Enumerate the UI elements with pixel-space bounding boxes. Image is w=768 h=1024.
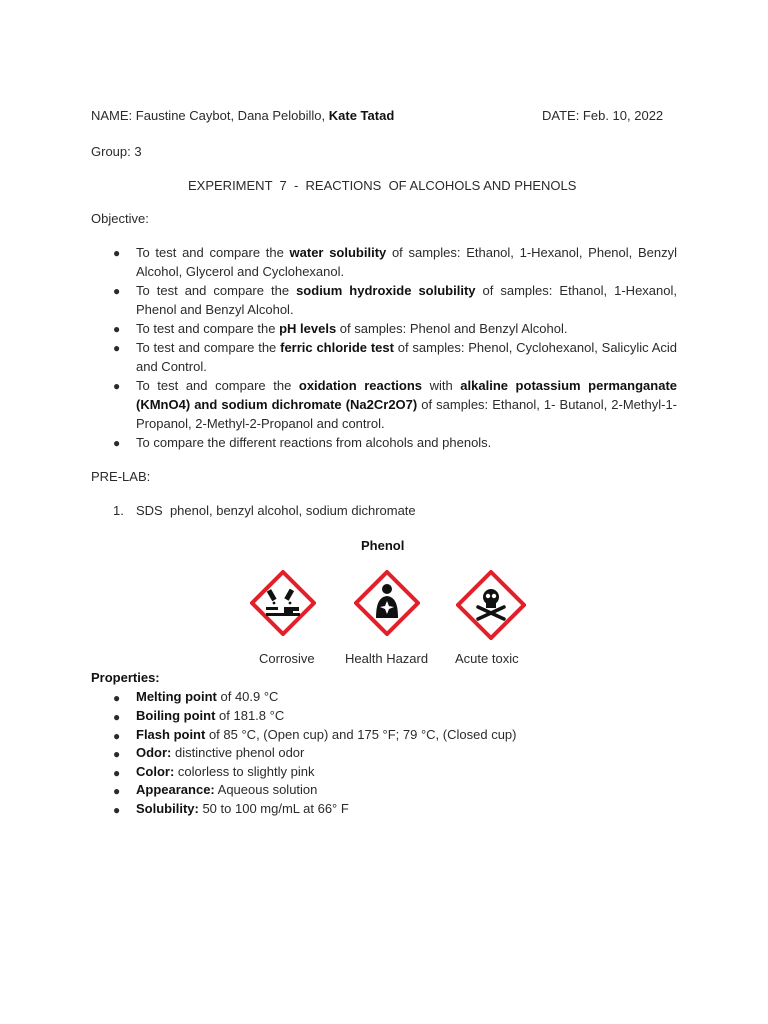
property-item (136, 689, 278, 704)
objective-item-text: of samples: Ethanol, 1-Hexanol, Phenol and Benzyl Alcohol. (136, 283, 677, 317)
objective-item-text: of samples: Phenol, Cyclohexanol, Salicylic Acid and Control. (136, 340, 677, 374)
property-value: 50 to 100 mg/mL at 66° F (198, 801, 349, 816)
property-key: Flash point (136, 727, 206, 742)
objective-item-text: of samples: Phenol and Benzyl Alcohol. (336, 321, 568, 336)
prelab-item-number: 1. (113, 503, 124, 518)
objective-item-text: of samples: Ethanol, 1- Butanol, 2-Methyl-1-Propanol, 2-Methyl-2-Propanol and control. (136, 396, 677, 431)
property-item (136, 727, 516, 742)
property-value: of 181.8 °C (215, 708, 285, 723)
name-line (91, 108, 394, 123)
property-item (136, 708, 284, 723)
objective-item-text: To test and compare the (136, 283, 297, 298)
bullet-dot: ● (113, 784, 121, 798)
property-key: Color: (136, 764, 175, 779)
objective-item-3 (136, 320, 677, 339)
name-label: NAME: (91, 108, 133, 123)
objective-label: Objective: (91, 211, 149, 226)
objective-item-4 (136, 339, 677, 377)
properties-label: Properties: (91, 670, 160, 685)
bullet-dot: ● (113, 436, 121, 450)
property-key: Odor: (136, 745, 172, 760)
objective-item-6 (136, 434, 677, 453)
objective-item-bold: alkaline potassium permanganate (KMnO4) and sodium dichromate (Na2Cr2O7) (136, 378, 678, 412)
prelab-label: PRE-LAB: (91, 469, 151, 484)
objective-item-text: To test and compare the (136, 245, 290, 260)
bullet-dot: ● (113, 729, 121, 743)
property-key: Solubility: (136, 801, 199, 816)
bullet-dot: ● (113, 322, 121, 336)
objective-item-text: To test and compare the (136, 378, 299, 393)
objective-item-text: To test and compare the (136, 321, 280, 336)
objective-item-bold: oxidation reactions (298, 378, 423, 393)
prelab-item-text: SDS phenol, benzyl alcohol, sodium dichromate (136, 503, 416, 518)
health-hazard-icon (354, 570, 420, 636)
bullet-dot: ● (113, 341, 121, 355)
bullet-dot: ● (113, 246, 121, 260)
property-item (136, 745, 304, 760)
objective-item-bold: water solubility (289, 245, 387, 260)
date-text: DATE: Feb. 10, 2022 (542, 108, 664, 123)
name-bold: Kate Tatad (328, 108, 395, 123)
objective-item-bold: pH levels (279, 321, 337, 336)
objective-item-text: To compare the different reactions from alcohols and phenols. (136, 435, 492, 450)
acute-toxic-label: Acute toxic (455, 651, 519, 666)
experiment-title: EXPERIMENT 7 - REACTIONS OF ALCOHOLS AND PHENOLS (188, 178, 577, 193)
property-key: Melting point (136, 689, 217, 704)
phenol-heading: Phenol (361, 538, 405, 553)
names-plain: Faustine Caybot, Dana Pelobillo, (135, 108, 326, 123)
property-item (136, 764, 314, 779)
health-hazard-label: Health Hazard (345, 651, 429, 666)
corrosive-icon (250, 570, 316, 636)
corrosive-label: Corrosive (259, 651, 315, 666)
objective-item-bold: ferric chloride test (280, 340, 394, 355)
property-value: colorless to slightly pink (174, 764, 315, 779)
property-key: Boiling point (136, 708, 216, 723)
property-item (136, 801, 349, 816)
objective-item-text: To test and compare the (136, 340, 281, 355)
objective-item-2 (136, 282, 677, 320)
property-value: of 85 °C, (Open cup) and 175 °F; 79 °C, (Closed cup) (205, 727, 517, 742)
bullet-dot: ● (113, 747, 121, 761)
bullet-dot: ● (113, 284, 121, 298)
bullet-dot: ● (113, 766, 121, 780)
objective-item-5 (136, 377, 677, 433)
objective-item-1 (136, 244, 677, 282)
property-key: Appearance: (136, 782, 215, 797)
bullet-dot: ● (113, 691, 121, 705)
objective-item-text: of samples: Ethanol, 1-Hexanol, Phenol, Benzyl Alcohol, Glycerol and Cyclohexanol. (136, 245, 677, 279)
bullet-dot: ● (113, 710, 121, 724)
bullet-dot: ● (113, 379, 121, 393)
property-value: distinctive phenol odor (171, 745, 305, 760)
objective-item-text: with (422, 378, 461, 393)
objective-item-bold: sodium hydroxide solubility (296, 283, 476, 298)
acute-toxic-icon (456, 570, 526, 640)
bullet-dot: ● (113, 803, 121, 817)
group-text: Group: 3 (91, 144, 142, 159)
property-value: of 40.9 °C (216, 689, 279, 704)
property-item (136, 782, 317, 797)
property-value: Aqueous solution (214, 782, 318, 797)
